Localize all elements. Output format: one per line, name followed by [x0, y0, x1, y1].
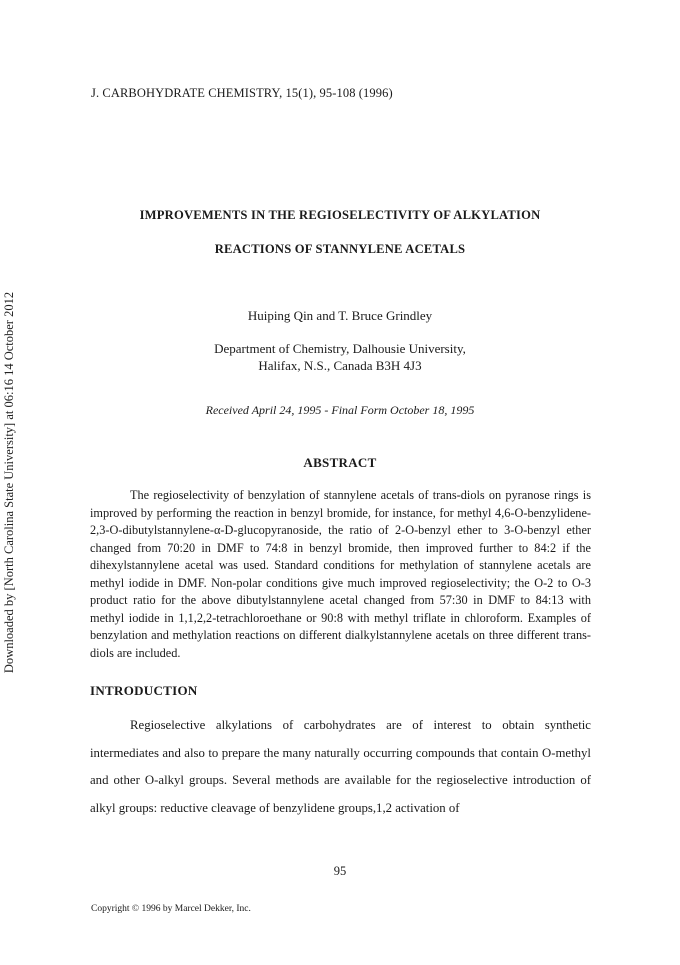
- authors: Huiping Qin and T. Bruce Grindley: [247, 308, 433, 323]
- journal-citation: J. CARBOHYDRATE CHEMISTRY, 15(1), 95-108 (1996): [91, 86, 393, 100]
- affiliation: [0, 340, 680, 374]
- abstract-heading: ABSTRACT: [303, 455, 377, 470]
- introduction-paragraph: Regioselective alkylations of carbohydrates are of interest to obtain synthetic intermediates and also to prepare the many naturally occurring compounds that contain O-methyl and other O-alkyl groups. Several methods are available for the regioselective introduction of alkyl groups: reductive cleavage of benzylidene groups,1,2 activation of: [90, 718, 591, 815]
- affiliation-line-2: Halifax, N.S., Canada B3H 4J3: [258, 358, 422, 373]
- received-dates: Received April 24, 1995 - Final Form October 18, 1995: [205, 403, 475, 417]
- download-watermark: Downloaded by [North Carolina State University] at 06:16 14 October 2012: [2, 291, 16, 674]
- introduction-heading: INTRODUCTION: [90, 683, 198, 698]
- page-number: 95: [333, 864, 347, 878]
- paper-title-line-2: REACTIONS OF STANNYLENE ACETALS: [214, 242, 466, 256]
- introduction-body: [90, 712, 591, 822]
- paper-title-line-1: IMPROVEMENTS IN THE REGIOSELECTIVITY OF ALKYLATION: [139, 208, 541, 222]
- abstract-paragraph: The regioselectivity of benzylation of stannylene acetals of trans-diols on pyranose rings is improved by performing the reaction in benzyl bromide, for instance, for methyl 4,6-O-benzylidene-2,3-O-dibutylstannylene-α-D-glucopyranoside, the ratio of 2-O-benzyl ether to 3-O-benzyl ether changed from 70:20 in DMF to 74:8 in benzyl bromide, then improved further to 84:2 if the dihexylstannylene acetal was used. Standard conditions for methylation of stannylene acetals are methyl iodide in DMF. Non-polar conditions give much improved regioselectivity; the O-2 to O-3 product ratio for the above dibutylstannylene acetal changed from 57:30 in DMF to 84:13 with methyl iodide in 1,1,2,2-tetrachloroethane or 90:8 with methyl triflate in chloroform. Examples of benzylation and methylation reactions on different dialkylstannylene acetals on three different trans-diols are included.: [90, 488, 591, 660]
- affiliation-line-1: Department of Chemistry, Dalhousie University,: [214, 341, 466, 356]
- abstract-body: [90, 487, 591, 662]
- copyright-notice: Copyright © 1996 by Marcel Dekker, Inc.: [91, 904, 251, 914]
